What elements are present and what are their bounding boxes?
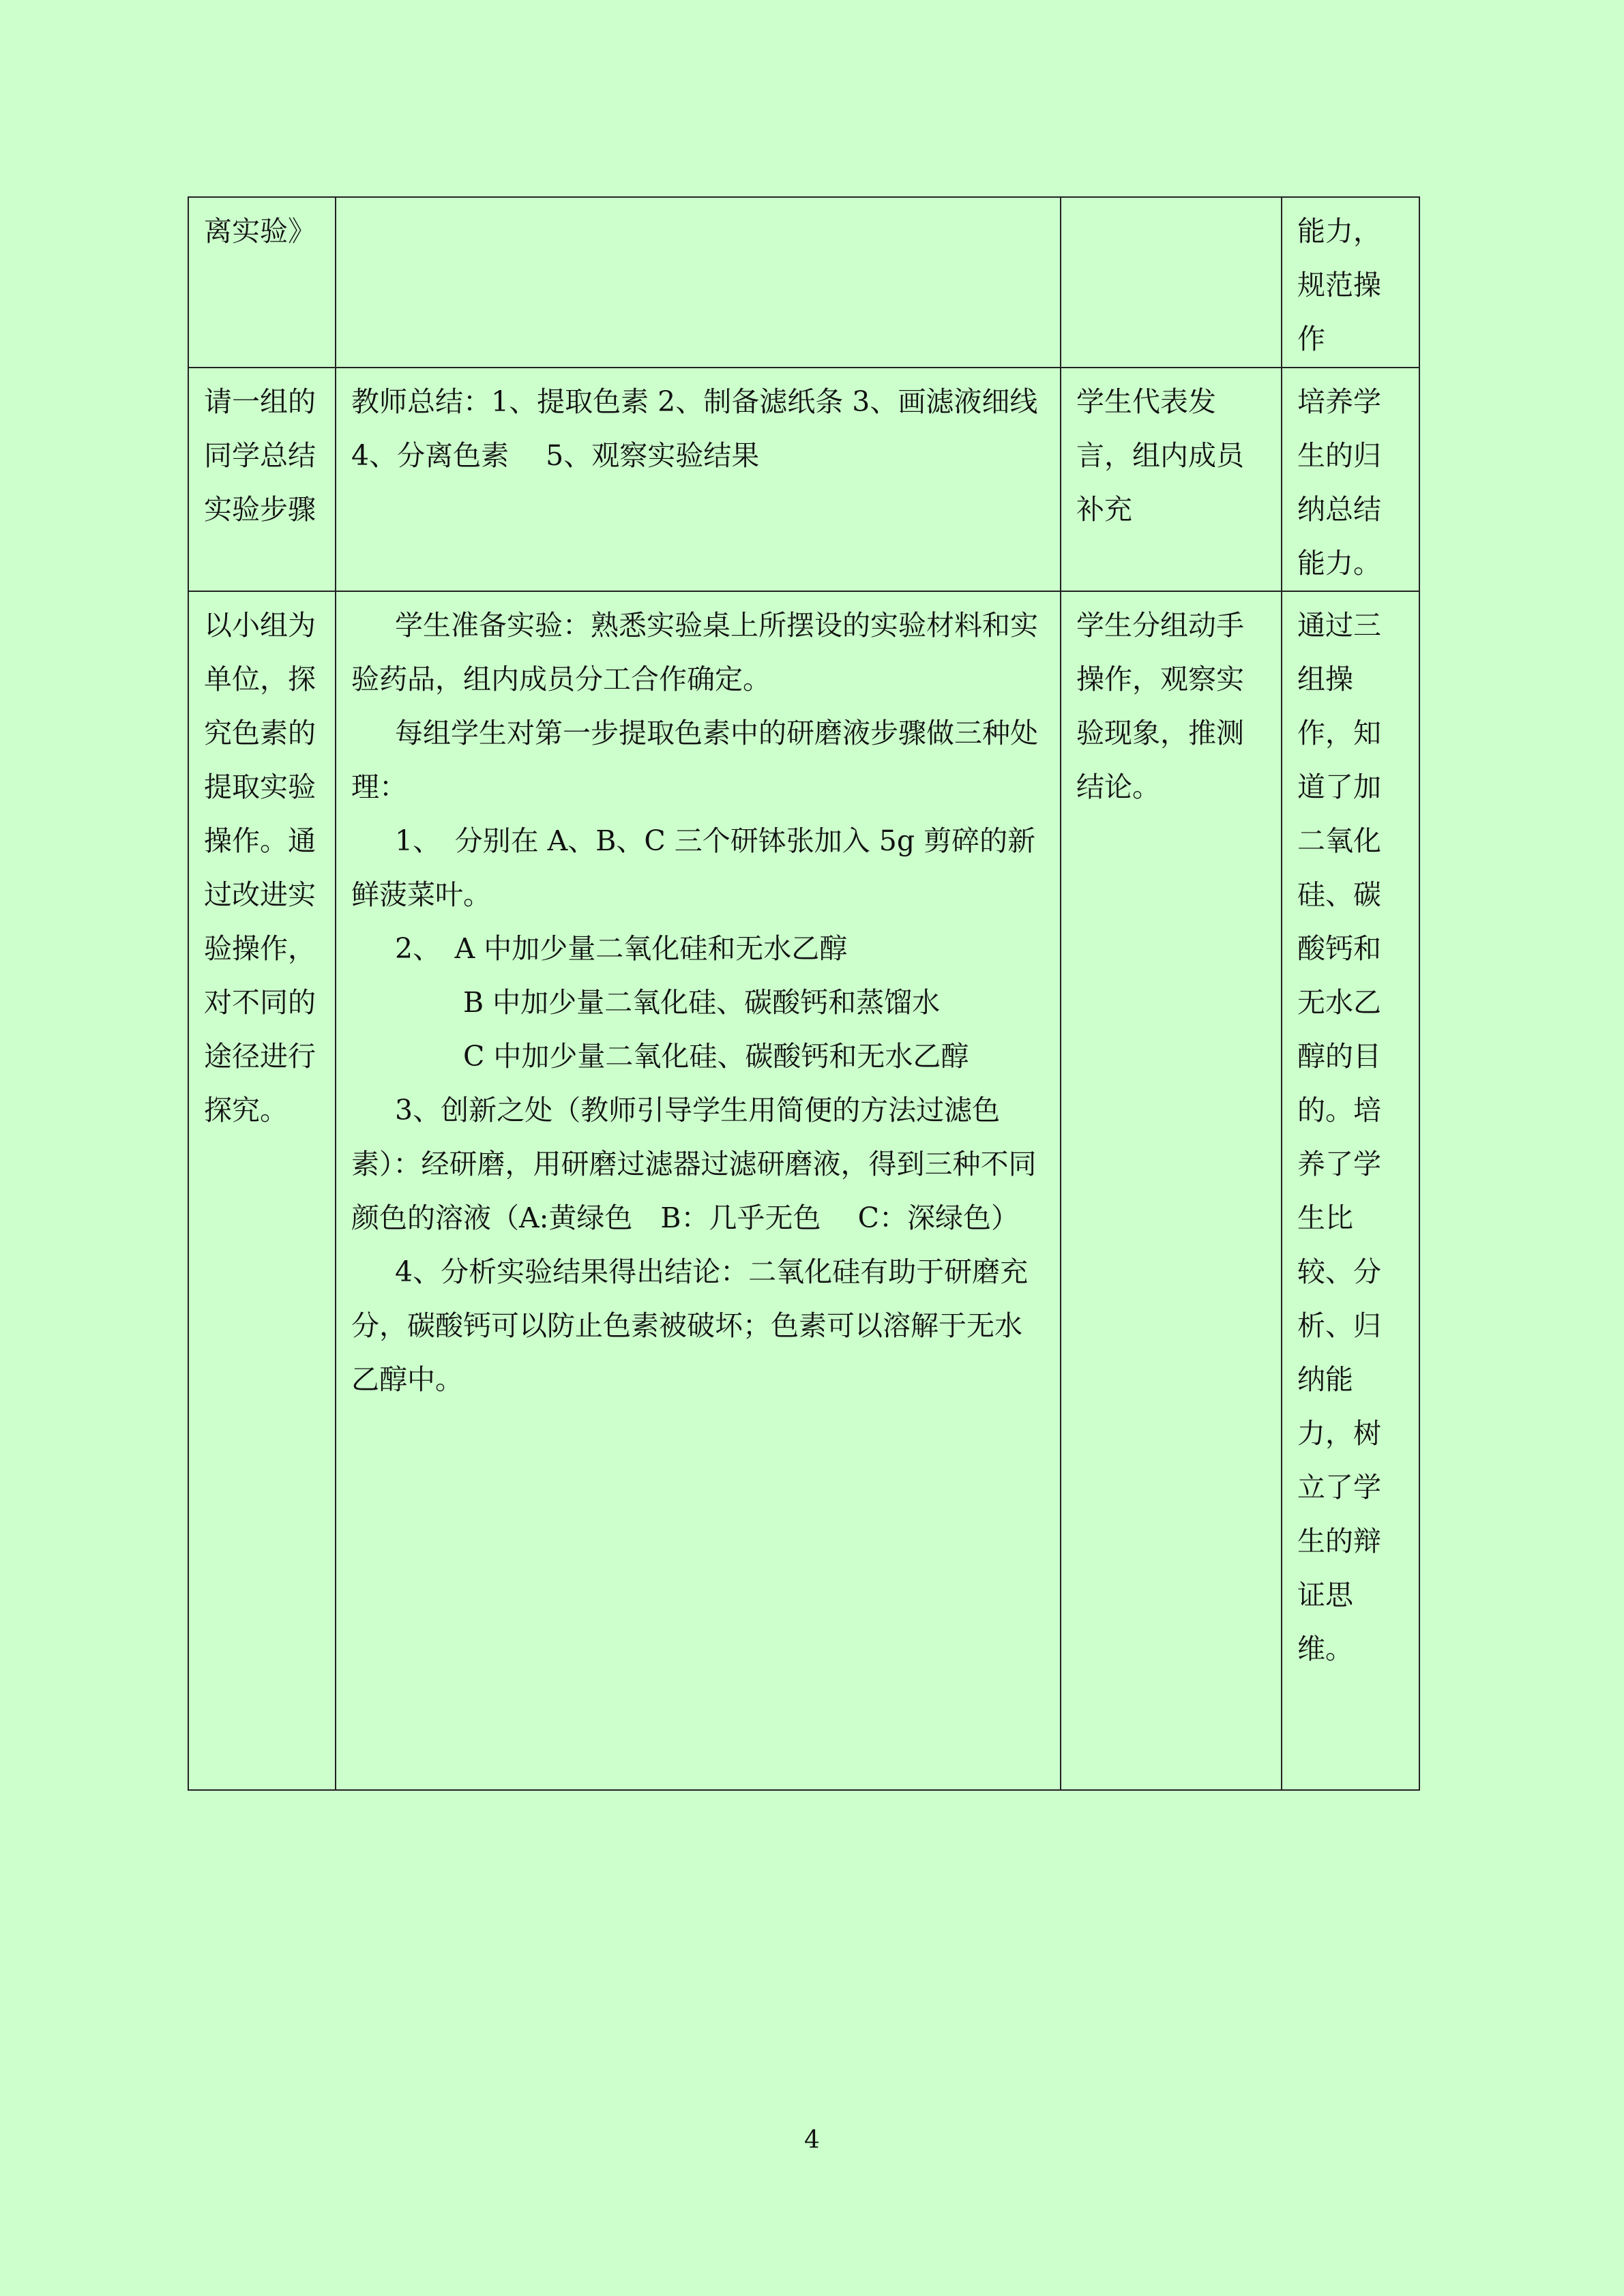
student-cell [1061,368,1282,591]
activity-cell [188,368,336,591]
cell-text: 学生分组动手操作，观察实验现象，推测结论。 [1076,609,1244,803]
student-cell [1061,197,1282,368]
intent-cell [1282,197,1419,368]
cell-text: 请一组的同学总结实验步骤 [204,385,316,526]
cell-text: 学生代表发言，组内成员补充 [1076,385,1244,526]
paragraph: 1、 分别在 A、B、C 三个研钵张加入 5g 剪碎的新鲜菠菜叶。 [351,824,1036,911]
paragraph: 学生准备实验：熟悉实验桌上所摆设的实验材料和实验药品，组内成员分工合作确定。 [351,609,1038,696]
paragraph: 2、 A 中加少量二氧化硅和无水乙醇 [395,932,848,965]
cell-text: 离实验》 [204,215,316,248]
teacher-cell [336,368,1061,591]
paragraph: 每组学生对第一步提取色素中的研磨液步骤做三种处理： [351,717,1038,803]
paragraph: B 中加少量二氧化硅、碳酸钙和蒸馏水 [463,986,941,1019]
cell-text: 以小组为单位，探究色素的提取实验操作。通过改进实验操作，对不同的途径进行探究。 [204,609,316,1127]
paragraph: 4、分析实验结果得出结论：二氧化硅有助于研磨充分，碳酸钙可以防止色素被破坏；色素可以溶解于无水乙醇中。 [351,1255,1029,1396]
activity-cell [188,197,336,368]
student-cell [1061,591,1282,1790]
teacher-cell [336,591,1061,1790]
summary-line-1: 教师总结：1、提取色素 2、制备滤纸条 3、画滤液细线 [351,385,1038,418]
cell-text: 通过三组操作，知道了加二氧化硅、碳酸钙和无水乙醇的目的。培养了学生比较、分析、归纳能力，树立了学生的辩证思维。 [1297,609,1381,1665]
page-number: 4 [804,2126,820,2154]
teacher-cell [336,197,1061,368]
intent-cell [1282,368,1419,591]
lesson-plan-table [188,196,1420,1791]
table-row [188,368,1419,591]
activity-cell [188,591,336,1790]
intent-cell [1282,591,1419,1790]
paragraph: C 中加少量二氧化硅、碳酸钙和无水乙醇 [463,1040,969,1073]
cell-text: 培养学生的归纳总结能力。 [1297,385,1381,580]
table-row [188,591,1419,1790]
summary-line-2: 4、分离色素 5、观察实验结果 [351,439,760,472]
table-row [188,197,1419,368]
cell-text: 能力，规范操作 [1297,215,1381,355]
paragraph: 3、创新之处（教师引导学生用简便的方法过滤色素）：经研磨，用研磨过滤器过滤研磨液，得到三种不同颜色的溶液（A:黄绿色 B：几乎无色 C：深绿色） [351,1094,1037,1234]
